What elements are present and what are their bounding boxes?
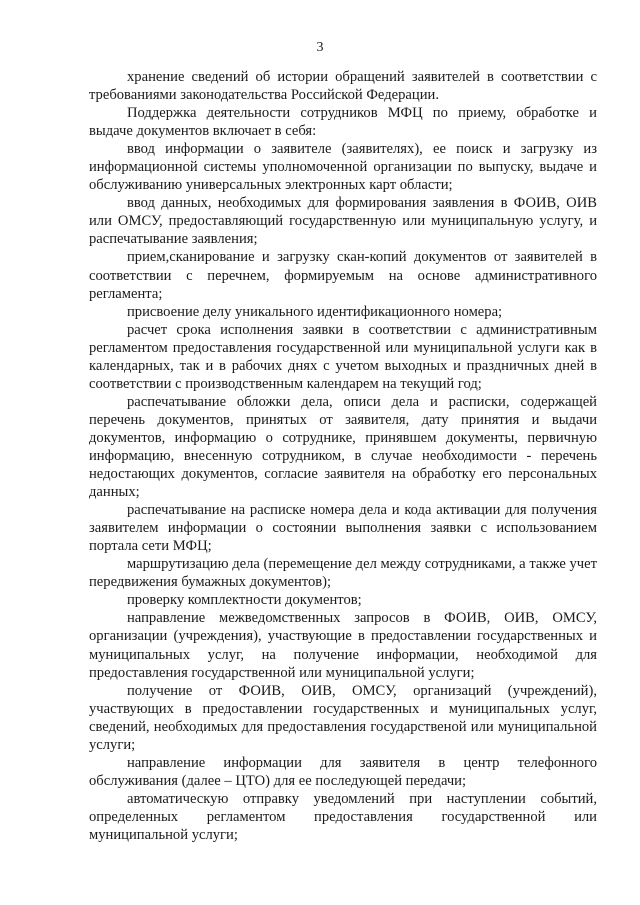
paragraph-interagency-requests: направление межведомственных запросов в ФОИВ, ОИВ, ОМСУ, организации (учреждения), участвующие в предоставлении государственных и муниципальных услуг, на получение информации, необходимой для предоставления государственной или муниципальной услуги;: [89, 610, 597, 681]
paragraph-case-number: присвоение делу уникального идентификационного номера;: [127, 303, 503, 320]
document-body: [89, 68, 597, 844]
paragraph-receiving-information: получение от ФОИВ, ОИВ, ОМСУ, организаций (учреждений), участвующих в предоставлении государственных и муниципальных услуг, сведений, необходимых для предоставления государственой или муниципальной услуги;: [89, 682, 597, 753]
paragraph-activation-code: распечатывание на расписке номера дела и кода активации для получения заявителем информации о состоянии выполнения заявки с использованием портала сети МФЦ;: [89, 502, 597, 555]
paragraph-routing: маршрутизацию дела (перемещение дел между сотрудниками, а также учет передвижения бумажных документов);: [89, 556, 597, 591]
paragraph-applicant-input: ввод информации о заявителе (заявителях), ее поиск и загрузку из информационной системы уполномоченной организации по выпуску, выдаче и обслуживанию универсальных электронных карт области;: [89, 141, 597, 194]
paragraph-support-intro: Поддержка деятельности сотрудников МФЦ по приему, обработке и выдаче документов включает в себя:: [89, 105, 597, 140]
page-number: 3: [316, 40, 324, 55]
paragraph-application-data: ввод данных, необходимых для формирования заявления в ФОИВ, ОИВ или ОМСУ, предоставляющий государственную или муниципальную услугу, и распечатывание заявления;: [89, 195, 597, 248]
paragraph-scanning: прием,сканирование и загрузку скан-копий документов от заявителей в соответствии с перечнем, формируемым на основе административного регламента;: [89, 249, 597, 302]
paragraph-history-storage: хранение сведений об истории обращений заявителей в соответствии с требованиями законодательства Российской Федерации.: [89, 69, 597, 104]
paragraph-notifications: автоматическую отправку уведомлений при наступлении событий, определенных регламентом предоставления государственной или муниципальной услуги;: [89, 790, 597, 843]
paragraph-completeness-check: проверку комплектности документов;: [127, 592, 362, 609]
paragraph-deadline-calculation: расчет срока исполнения заявки в соответствии с административным регламентом предоставления государственной или муниципальной услуги как в календарных, так и в рабочих днях с учетом выходных и праздничных дней в соответствии с производственным календарем на текущий год;: [89, 321, 597, 392]
paragraph-call-center: направление информации для заявителя в центр телефонного обслуживания (далее – ЦТО) для ее последующей передачи;: [89, 754, 597, 789]
paragraph-cover-printing: распечатывание обложки дела, описи дела и расписки, содержащей перечень документов, принятых от заявителя, дату принятия и выдачи документов, информацию о сотруднике, принявшем документы, первичную информацию, внесенную сотрудником, в случае необходимости - перечень недостающих документов, согласие заявителя на обработку его персональных данных;: [89, 393, 597, 501]
